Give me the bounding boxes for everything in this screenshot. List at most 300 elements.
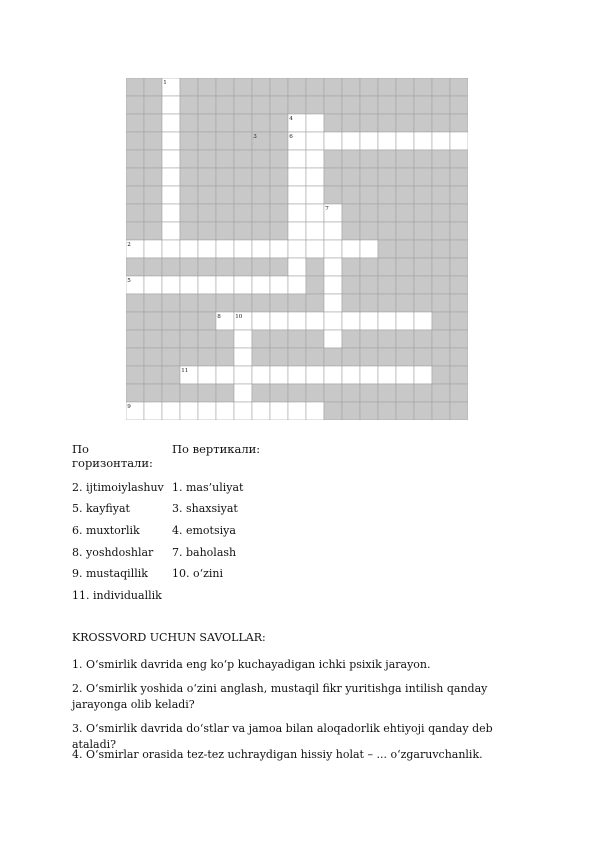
blocked-cell <box>216 132 234 150</box>
blocked-cell <box>234 132 252 150</box>
answer-cell <box>162 240 180 258</box>
blocked-cell <box>288 330 306 348</box>
blocked-cell <box>234 222 252 240</box>
blocked-cell <box>432 78 450 96</box>
blocked-cell <box>432 150 450 168</box>
blocked-cell <box>342 96 360 114</box>
blocked-cell <box>198 114 216 132</box>
blocked-cell <box>414 168 432 186</box>
blocked-cell <box>144 168 162 186</box>
blocked-cell <box>234 204 252 222</box>
across-answer: 8. yoshdoshlar <box>72 546 154 559</box>
blocked-cell <box>450 240 468 258</box>
blocked-cell <box>360 186 378 204</box>
blocked-cell <box>198 348 216 366</box>
blocked-cell <box>378 276 396 294</box>
answer-cell <box>216 366 234 384</box>
blocked-cell <box>216 186 234 204</box>
blocked-cell <box>342 204 360 222</box>
clue-number: 6 <box>289 134 293 141</box>
blocked-cell <box>450 114 468 132</box>
blocked-cell <box>306 276 324 294</box>
answer-cell <box>324 312 342 330</box>
blocked-cell <box>324 384 342 402</box>
answer-cell <box>414 132 432 150</box>
answer-cell <box>288 402 306 420</box>
blocked-cell <box>378 204 396 222</box>
blocked-cell <box>126 132 144 150</box>
blocked-cell <box>378 168 396 186</box>
crossword-grid <box>126 78 468 420</box>
blocked-cell <box>396 222 414 240</box>
question-item: 3. O‘smirlik davrida do‘stlar va jamoa bilan aloqadorlik ehtiyoji qanday deb ataladi? <box>72 722 493 751</box>
blocked-cell <box>360 294 378 312</box>
blocked-cell <box>252 330 270 348</box>
blocked-cell <box>270 348 288 366</box>
question-item: 4. O‘smirlar orasida tez-tez uchraydigan hissiy holat – ... o‘zgaruvchanlik. <box>72 748 483 761</box>
answer-cell <box>180 240 198 258</box>
blocked-cell <box>126 150 144 168</box>
blocked-cell <box>180 348 198 366</box>
blocked-cell <box>450 222 468 240</box>
blocked-cell <box>360 204 378 222</box>
blocked-cell <box>180 186 198 204</box>
blocked-cell <box>360 258 378 276</box>
blocked-cell <box>144 96 162 114</box>
blocked-cell <box>360 330 378 348</box>
clue-number: 1 <box>163 80 167 87</box>
answer-cell <box>324 294 342 312</box>
question-item: 2. O‘smirlik yoshida o‘zini anglash, mustaqil fikr yuritishga intilish qanday jarayonga olib keladi? <box>72 682 488 711</box>
blocked-cell <box>450 384 468 402</box>
blocked-cell <box>216 96 234 114</box>
blocked-cell <box>234 78 252 96</box>
blocked-cell <box>144 150 162 168</box>
answer-cell <box>198 240 216 258</box>
blocked-cell <box>180 222 198 240</box>
answer-cell <box>360 132 378 150</box>
blocked-cell <box>432 276 450 294</box>
blocked-cell <box>162 258 180 276</box>
blocked-cell <box>270 384 288 402</box>
blocked-cell <box>360 168 378 186</box>
blocked-cell <box>324 348 342 366</box>
blocked-cell <box>216 294 234 312</box>
blocked-cell <box>180 312 198 330</box>
blocked-cell <box>270 204 288 222</box>
blocked-cell <box>378 96 396 114</box>
answer-cell <box>360 366 378 384</box>
blocked-cell <box>450 150 468 168</box>
blocked-cell <box>126 186 144 204</box>
blocked-cell <box>216 114 234 132</box>
blocked-cell <box>450 276 468 294</box>
answer-cell <box>342 312 360 330</box>
blocked-cell <box>180 150 198 168</box>
answer-cell <box>342 366 360 384</box>
answer-cell <box>270 402 288 420</box>
blocked-cell <box>216 168 234 186</box>
blocked-cell <box>396 96 414 114</box>
across-heading: По горизонтали: <box>72 442 153 470</box>
blocked-cell <box>414 96 432 114</box>
blocked-cell <box>126 312 144 330</box>
blocked-cell <box>378 186 396 204</box>
blocked-cell <box>378 114 396 132</box>
answer-cell <box>180 402 198 420</box>
blocked-cell <box>144 294 162 312</box>
blocked-cell <box>378 330 396 348</box>
blocked-cell <box>198 204 216 222</box>
across-answer: 2. ijtimoiylashuv <box>72 481 164 494</box>
blocked-cell <box>396 168 414 186</box>
blocked-cell <box>414 114 432 132</box>
blocked-cell <box>162 330 180 348</box>
blocked-cell <box>306 330 324 348</box>
blocked-cell <box>306 258 324 276</box>
blocked-cell <box>126 222 144 240</box>
blocked-cell <box>396 276 414 294</box>
answer-cell <box>432 132 450 150</box>
blocked-cell <box>432 312 450 330</box>
blocked-cell <box>432 366 450 384</box>
answer-cell <box>270 312 288 330</box>
blocked-cell <box>144 384 162 402</box>
blocked-cell <box>324 96 342 114</box>
blocked-cell <box>432 240 450 258</box>
blocked-cell <box>450 294 468 312</box>
blocked-cell <box>396 294 414 312</box>
blocked-cell <box>144 222 162 240</box>
answer-cell <box>162 168 180 186</box>
clue-number: 8 <box>217 314 221 321</box>
blocked-cell <box>342 384 360 402</box>
answer-cell <box>324 222 342 240</box>
answer-cell <box>288 150 306 168</box>
blocked-cell <box>180 78 198 96</box>
blocked-cell <box>126 384 144 402</box>
answer-cell <box>288 204 306 222</box>
blocked-cell <box>378 402 396 420</box>
blocked-cell <box>126 168 144 186</box>
blocked-cell <box>396 348 414 366</box>
blocked-cell <box>216 204 234 222</box>
blocked-cell <box>450 258 468 276</box>
blocked-cell <box>126 258 144 276</box>
blocked-cell <box>162 366 180 384</box>
blocked-cell <box>252 294 270 312</box>
answer-cell <box>306 132 324 150</box>
answer-cell <box>414 312 432 330</box>
answer-cell <box>288 312 306 330</box>
answer-cell <box>306 312 324 330</box>
blocked-cell <box>324 114 342 132</box>
answer-cell <box>234 366 252 384</box>
clue-number: 11 <box>181 368 189 375</box>
answer-cell <box>288 222 306 240</box>
blocked-cell <box>144 348 162 366</box>
blocked-cell <box>288 384 306 402</box>
clue-number: 7 <box>325 206 329 213</box>
blocked-cell <box>126 96 144 114</box>
answer-cell <box>306 186 324 204</box>
blocked-cell <box>414 330 432 348</box>
blocked-cell <box>414 348 432 366</box>
blocked-cell <box>378 294 396 312</box>
blocked-cell <box>324 186 342 204</box>
blocked-cell <box>450 78 468 96</box>
answer-cell <box>234 276 252 294</box>
answer-cell <box>288 276 306 294</box>
blocked-cell <box>360 78 378 96</box>
blocked-cell <box>252 222 270 240</box>
blocked-cell <box>270 78 288 96</box>
answer-cell <box>288 258 306 276</box>
down-answer: 4. emotsiya <box>172 524 236 537</box>
answer-cell <box>306 366 324 384</box>
blocked-cell <box>360 348 378 366</box>
blocked-cell <box>252 258 270 276</box>
blocked-cell <box>378 384 396 402</box>
blocked-cell <box>378 150 396 168</box>
blocked-cell <box>450 366 468 384</box>
blocked-cell <box>252 384 270 402</box>
blocked-cell <box>180 384 198 402</box>
blocked-cell <box>432 384 450 402</box>
blocked-cell <box>432 204 450 222</box>
blocked-cell <box>432 222 450 240</box>
answer-cell <box>180 276 198 294</box>
blocked-cell <box>378 240 396 258</box>
down-answer: 7. baholash <box>172 546 237 559</box>
blocked-cell <box>216 222 234 240</box>
blocked-cell <box>324 168 342 186</box>
answer-cell <box>234 402 252 420</box>
down-answer: 1. mas’uliyat <box>172 481 244 494</box>
answer-cell <box>324 366 342 384</box>
blocked-cell <box>396 330 414 348</box>
answer-cell <box>288 240 306 258</box>
blocked-cell <box>270 330 288 348</box>
blocked-cell <box>432 258 450 276</box>
blocked-cell <box>126 294 144 312</box>
blocked-cell <box>126 78 144 96</box>
answer-cell <box>234 348 252 366</box>
answer-cell <box>360 312 378 330</box>
blocked-cell <box>180 96 198 114</box>
answer-cell <box>306 222 324 240</box>
blocked-cell <box>396 150 414 168</box>
blocked-cell <box>234 150 252 168</box>
answer-cell <box>252 402 270 420</box>
answer-cell <box>216 402 234 420</box>
answer-cell <box>324 276 342 294</box>
blocked-cell <box>396 384 414 402</box>
answer-cell <box>252 312 270 330</box>
blocked-cell <box>270 222 288 240</box>
blocked-cell <box>342 402 360 420</box>
blocked-cell <box>252 114 270 132</box>
answer-cell <box>162 114 180 132</box>
answer-cell <box>144 402 162 420</box>
answer-cell <box>270 240 288 258</box>
blocked-cell <box>144 204 162 222</box>
blocked-cell <box>450 168 468 186</box>
blocked-cell <box>198 150 216 168</box>
blocked-cell <box>270 168 288 186</box>
blocked-cell <box>450 96 468 114</box>
blocked-cell <box>378 348 396 366</box>
clue-number: 3 <box>253 134 257 141</box>
blocked-cell <box>144 366 162 384</box>
blocked-cell <box>342 114 360 132</box>
blocked-cell <box>162 312 180 330</box>
blocked-cell <box>162 294 180 312</box>
answer-cell <box>414 366 432 384</box>
answer-cell <box>252 366 270 384</box>
blocked-cell <box>342 330 360 348</box>
blocked-cell <box>144 186 162 204</box>
answer-cell <box>144 240 162 258</box>
blocked-cell <box>432 402 450 420</box>
blocked-cell <box>378 222 396 240</box>
answer-cell <box>162 150 180 168</box>
blocked-cell <box>198 222 216 240</box>
answer-cell <box>342 132 360 150</box>
across-answer: 6. muxtorlik <box>72 524 140 537</box>
answer-cell <box>324 132 342 150</box>
answer-cell <box>450 132 468 150</box>
answer-cell <box>270 276 288 294</box>
blocked-cell <box>414 222 432 240</box>
answer-cell <box>396 312 414 330</box>
answer-cell <box>378 312 396 330</box>
blocked-cell <box>144 78 162 96</box>
blocked-cell <box>180 294 198 312</box>
blocked-cell <box>144 114 162 132</box>
answer-cell <box>306 150 324 168</box>
blocked-cell <box>360 222 378 240</box>
answer-cell <box>396 132 414 150</box>
blocked-cell <box>252 204 270 222</box>
blocked-cell <box>198 312 216 330</box>
blocked-cell <box>198 132 216 150</box>
answer-cell <box>162 186 180 204</box>
blocked-cell <box>450 330 468 348</box>
blocked-cell <box>306 348 324 366</box>
blocked-cell <box>324 150 342 168</box>
blocked-cell <box>270 150 288 168</box>
blocked-cell <box>198 330 216 348</box>
blocked-cell <box>288 294 306 312</box>
blocked-cell <box>342 276 360 294</box>
answer-cell <box>324 240 342 258</box>
blocked-cell <box>396 204 414 222</box>
blocked-cell <box>144 258 162 276</box>
answer-cell <box>234 240 252 258</box>
blocked-cell <box>288 78 306 96</box>
blocked-cell <box>414 186 432 204</box>
blocked-cell <box>270 132 288 150</box>
blocked-cell <box>360 276 378 294</box>
blocked-cell <box>270 114 288 132</box>
answer-cell <box>378 366 396 384</box>
answer-cell <box>306 240 324 258</box>
blocked-cell <box>306 294 324 312</box>
blocked-cell <box>450 402 468 420</box>
blocked-cell <box>270 96 288 114</box>
blocked-cell <box>306 96 324 114</box>
blocked-cell <box>126 114 144 132</box>
blocked-cell <box>180 114 198 132</box>
across-answer: 5. kayfiyat <box>72 502 130 515</box>
answer-cell <box>306 168 324 186</box>
blocked-cell <box>252 78 270 96</box>
clue-number: 9 <box>127 404 131 411</box>
answer-cell <box>306 204 324 222</box>
down-heading: По вертикали: <box>172 442 261 456</box>
blocked-cell <box>180 132 198 150</box>
blocked-cell <box>270 186 288 204</box>
blocked-cell <box>234 114 252 132</box>
questions-title: KROSSVORD UCHUN SAVOLLAR: <box>72 631 266 644</box>
blocked-cell <box>396 240 414 258</box>
answer-cell <box>288 168 306 186</box>
answer-cell <box>342 240 360 258</box>
blocked-cell <box>144 330 162 348</box>
answer-cell <box>162 132 180 150</box>
blocked-cell <box>252 150 270 168</box>
blocked-cell <box>234 294 252 312</box>
blocked-cell <box>234 258 252 276</box>
blocked-cell <box>432 114 450 132</box>
blocked-cell <box>180 168 198 186</box>
answer-cell <box>324 330 342 348</box>
clue-number: 4 <box>289 116 293 123</box>
blocked-cell <box>270 294 288 312</box>
blocked-cell <box>342 258 360 276</box>
blocked-cell <box>126 348 144 366</box>
answer-cell <box>216 240 234 258</box>
blocked-cell <box>414 240 432 258</box>
blocked-cell <box>234 96 252 114</box>
blocked-cell <box>306 384 324 402</box>
blocked-cell <box>378 78 396 96</box>
blocked-cell <box>360 402 378 420</box>
blocked-cell <box>180 330 198 348</box>
blocked-cell <box>252 168 270 186</box>
blocked-cell <box>252 96 270 114</box>
blocked-cell <box>342 150 360 168</box>
blocked-cell <box>252 186 270 204</box>
answer-cell <box>216 276 234 294</box>
blocked-cell <box>216 330 234 348</box>
blocked-cell <box>396 78 414 96</box>
blocked-cell <box>432 348 450 366</box>
blocked-cell <box>342 222 360 240</box>
blocked-cell <box>396 114 414 132</box>
blocked-cell <box>414 204 432 222</box>
blocked-cell <box>198 258 216 276</box>
blocked-cell <box>288 348 306 366</box>
answer-cell <box>360 240 378 258</box>
blocked-cell <box>432 294 450 312</box>
across-answer: 11. individuallik <box>72 589 162 602</box>
blocked-cell <box>414 150 432 168</box>
blocked-cell <box>360 96 378 114</box>
blocked-cell <box>432 186 450 204</box>
blocked-cell <box>324 78 342 96</box>
